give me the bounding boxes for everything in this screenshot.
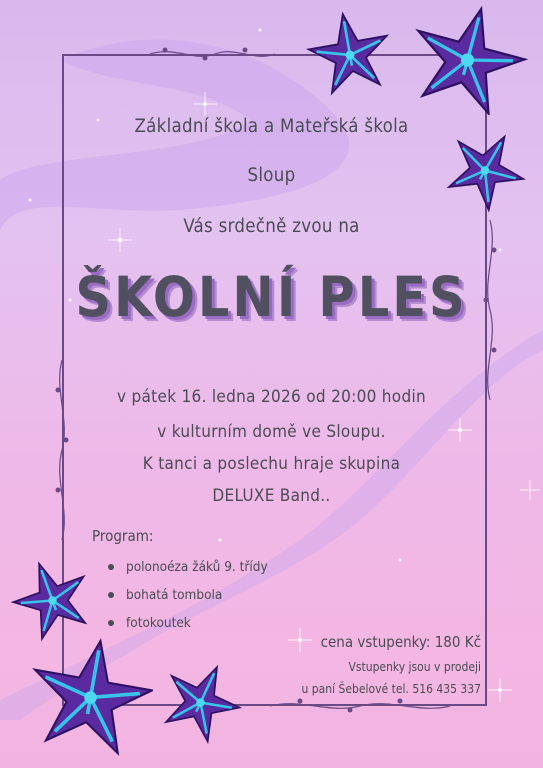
starfish-icon (158, 660, 243, 745)
program-item: bohatá tombola (108, 581, 268, 609)
event-title: ŠKOLNÍ PLES (75, 265, 468, 329)
bullet-icon (108, 620, 114, 626)
starfish-icon (305, 10, 395, 100)
ticket-sale-info: Vstupenky jsou v prodeji (348, 660, 481, 674)
program-item: polonoéza žáků 9. třídy (108, 553, 268, 581)
music-line: K tanci a poslechu hraje skupina (142, 454, 401, 474)
event-date: v pátek 16. ledna 2026 od 20:00 hodin (117, 387, 426, 407)
bullet-icon (108, 564, 114, 570)
starfish-icon (28, 630, 153, 765)
ticket-price: cena vstupenky: 180 Kč (320, 633, 481, 651)
program-list (108, 553, 268, 637)
event-venue: v kulturním domě ve Sloupu. (157, 422, 386, 442)
bullet-icon (108, 592, 114, 598)
band-name: DELUXE Band.. (212, 486, 331, 506)
ticket-contact: u paní Šebelové tel. 516 435 337 (301, 682, 481, 696)
invite-line: Vás srdečně zvou na (183, 216, 360, 237)
program-item: fotokoutek (108, 609, 268, 637)
school-location: Sloup (247, 165, 296, 186)
program-label: Program: (92, 527, 154, 545)
starfish-icon (400, 5, 535, 115)
school-name: Základní škola a Mateřská škola (134, 116, 409, 137)
